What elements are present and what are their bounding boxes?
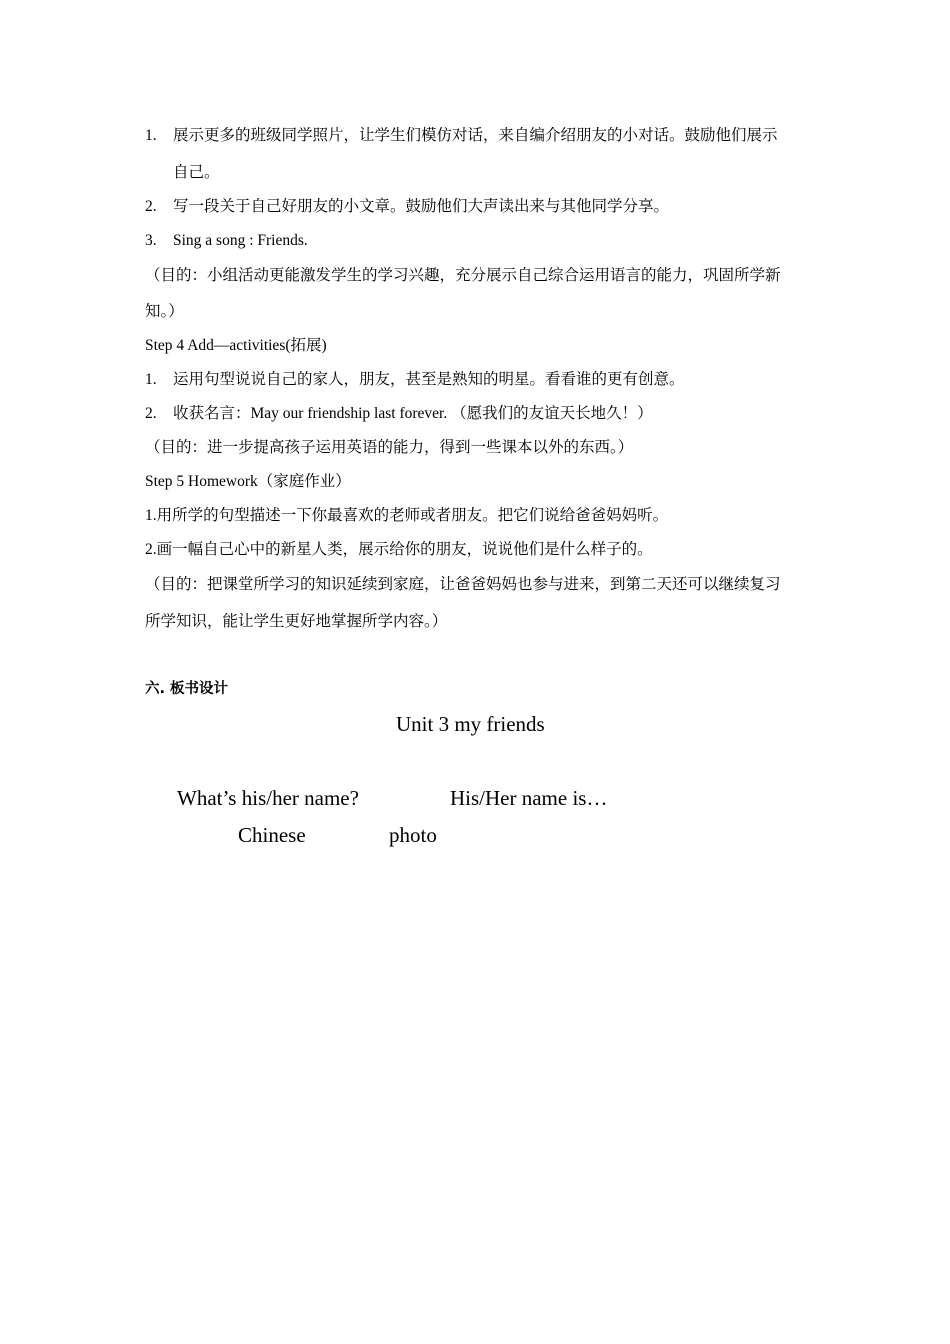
list-number: 2. (145, 405, 157, 422)
purpose-note-continuation: 知。） (145, 303, 184, 320)
board-word-chinese: Chinese (238, 823, 306, 847)
homework-item: 1.用所学的句型描述一下你最喜欢的老师或者朋友。把它们说给爸爸妈妈听。 (145, 507, 669, 524)
list-item (145, 126, 778, 146)
list-text: 展示更多的班级同学照片，让学生们模仿对话，来自编介绍朋友的小对话。鼓励他们展示 (173, 127, 778, 144)
step4-title: Step 4 Add—activities(拓展) (145, 337, 327, 354)
board-answer: His/Her name is… (450, 786, 608, 810)
section-heading: 六. 板书设计 (145, 681, 229, 697)
board-title: Unit 3 my friends (396, 712, 545, 736)
list-number: 3. (145, 232, 157, 249)
board-word-photo: photo (389, 823, 437, 847)
list-text: 运用句型说说自己的家人，朋友，甚至是熟知的明星。看看谁的更有创意。 (173, 371, 685, 388)
list-number: 1. (145, 371, 157, 388)
list-number: 2. (145, 198, 157, 215)
step5-purpose: （目的：把课堂所学习的知识延续到家庭，让爸爸妈妈也参与进来，到第二天还可以继续复习 (145, 576, 781, 593)
list-item-continuation: 自己。 (173, 164, 220, 181)
purpose-note: （目的：小组活动更能激发学生的学习兴趣，充分展示自己综合运用语言的能力，巩固所学新 (145, 267, 781, 284)
list-text: Sing a song : Friends. (173, 232, 308, 249)
list-number: 1. (145, 127, 157, 144)
list-item (145, 370, 685, 390)
step5-purpose-continuation: 所学知识，能让学生更好地掌握所学内容。） (145, 613, 448, 630)
step5-title: Step 5 Homework（家庭作业） (145, 473, 351, 490)
list-item (145, 197, 669, 217)
list-text: 写一段关于自己好朋友的小文章。鼓励他们大声读出来与其他同学分享。 (173, 198, 670, 215)
list-item (145, 231, 308, 251)
step4-purpose: （目的：进一步提高孩子运用英语的能力，得到一些课本以外的东西。） (145, 439, 634, 456)
list-item (145, 404, 653, 424)
board-question: What’s his/her name? (177, 786, 359, 810)
list-text: 收获名言：May our friendship last forever. （愿我们的友谊天长地久！） (173, 405, 653, 422)
homework-item: 2.画一幅自己心中的新星人类，展示给你的朋友，说说他们是什么样子的。 (145, 541, 653, 558)
